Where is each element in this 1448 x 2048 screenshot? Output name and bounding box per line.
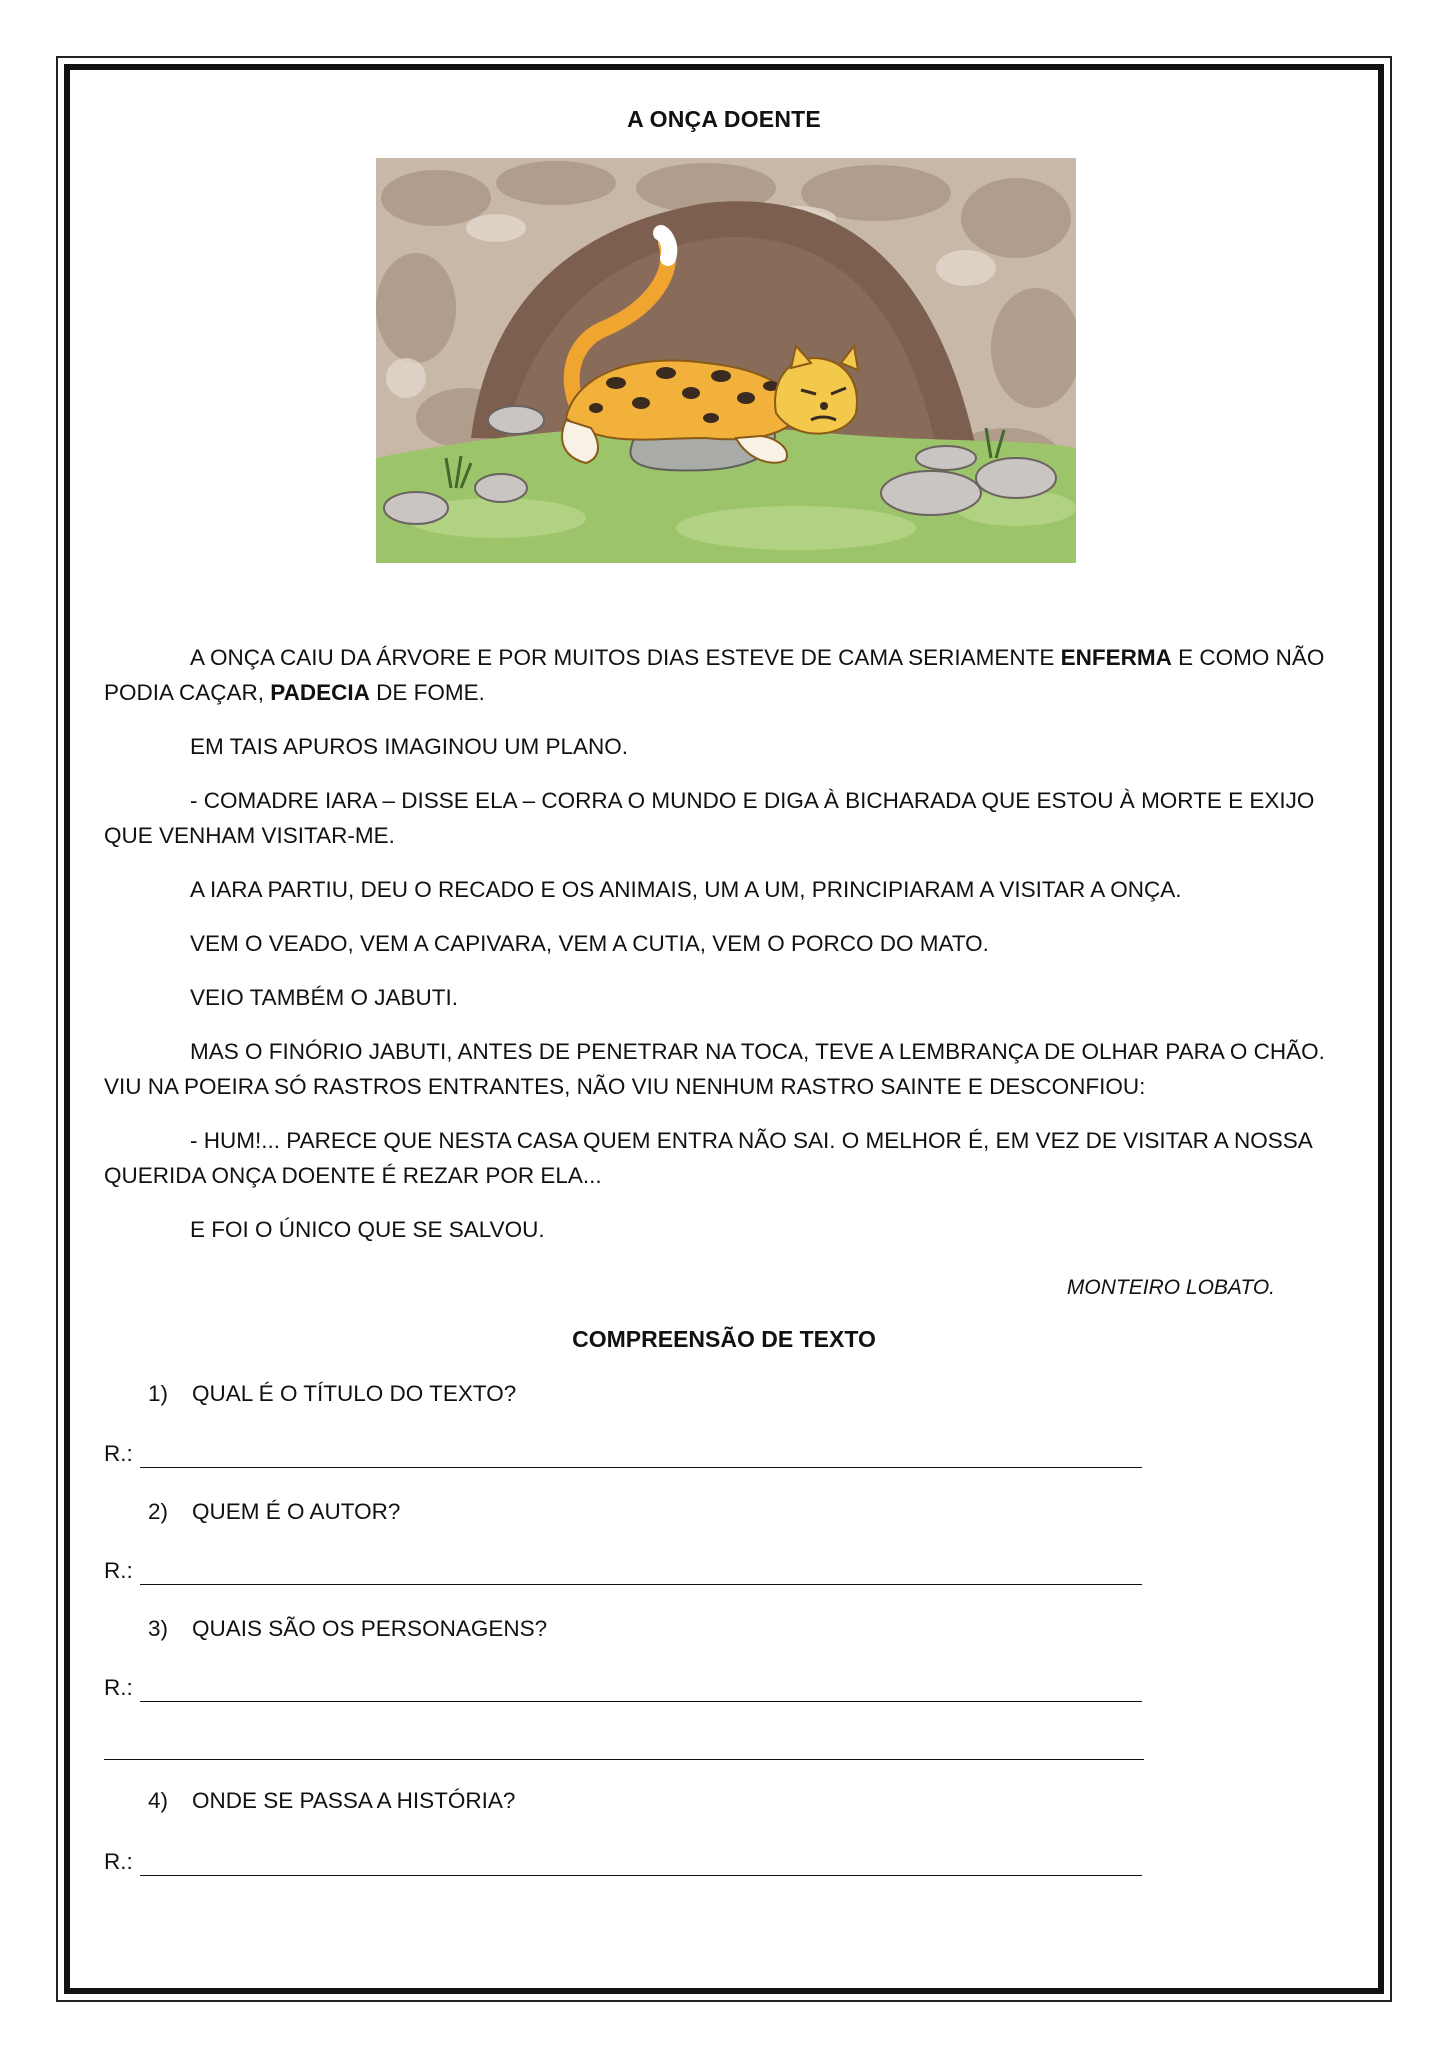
story-paragraph: - HUM!... PARECE QUE NESTA CASA QUEM ENTRA NÃO SAI. O MELHOR É, EM VEZ DE VISITAR A NOSSA QUERIDA ONÇA DOENTE É REZAR POR ELA... bbox=[104, 1128, 1312, 1188]
question-4 bbox=[148, 1788, 515, 1814]
question-3 bbox=[148, 1616, 547, 1642]
story-paragraph: A ONÇA CAIU DA ÁRVORE E POR MUITOS DIAS ESTEVE DE CAMA SERIAMENTE ENFERMA E COMO NÃO PODIA CAÇAR, PADECIA DE FOME. bbox=[104, 645, 1325, 705]
answer-3-extra-line[interactable] bbox=[104, 1759, 1144, 1760]
question-number: 1) bbox=[148, 1381, 169, 1406]
question-text: QUAL É O TÍTULO DO TEXTO? bbox=[192, 1381, 517, 1406]
story-text bbox=[104, 640, 1344, 1266]
bold-word-enferma: ENFERMA bbox=[1060, 645, 1172, 670]
author-credit: MONTEIRO LOBATO. bbox=[1066, 1276, 1275, 1299]
story-paragraph: - COMADRE IARA – DISSE ELA – CORRA O MUNDO E DIGA À BICHARADA QUE ESTOU À MORTE E EXIJO QUE VENHAM VISITAR-ME. bbox=[104, 788, 1315, 848]
answer-line[interactable] bbox=[140, 1584, 1142, 1585]
section-title: COMPREENSÃO DE TEXTO bbox=[572, 1326, 876, 1352]
story-paragraph: MAS O FINÓRIO JABUTI, ANTES DE PENETRAR NA TOCA, TEVE A LEMBRANÇA DE OLHAR PARA O CHÃO. VIU NA POEIRA SÓ RASTROS ENTRANTES, NÃO VIU NENHUM RASTRO SAINTE E DESCONFIOU: bbox=[104, 1039, 1325, 1099]
bold-word-padecia: PADECIA bbox=[270, 680, 370, 705]
question-text: ONDE SE PASSA A HISTÓRIA? bbox=[192, 1788, 516, 1813]
answer-label: R.: bbox=[104, 1558, 133, 1583]
answer-label: R.: bbox=[104, 1675, 133, 1700]
answer-label: R.: bbox=[104, 1849, 133, 1874]
sick-jaguar-illustration bbox=[376, 158, 1076, 563]
question-number: 2) bbox=[148, 1499, 169, 1524]
story-paragraph: VEM O VEADO, VEM A CAPIVARA, VEM A CUTIA, VEM O PORCO DO MATO. bbox=[190, 931, 989, 956]
answer-3[interactable] bbox=[104, 1675, 140, 1701]
answer-line[interactable] bbox=[140, 1467, 1142, 1468]
question-text: QUEM É O AUTOR? bbox=[192, 1499, 401, 1524]
story-paragraph: EM TAIS APUROS IMAGINOU UM PLANO. bbox=[190, 734, 628, 759]
story-paragraph: VEIO TAMBÉM O JABUTI. bbox=[190, 985, 458, 1010]
question-text: QUAIS SÃO OS PERSONAGENS? bbox=[192, 1616, 548, 1641]
story-paragraph: E FOI O ÚNICO QUE SE SALVOU. bbox=[190, 1217, 545, 1242]
answer-label: R.: bbox=[104, 1441, 133, 1466]
question-1 bbox=[148, 1381, 516, 1407]
answer-1[interactable] bbox=[104, 1441, 140, 1467]
story-paragraph: A IARA PARTIU, DEU O RECADO E OS ANIMAIS, UM A UM, PRINCIPIARAM A VISITAR A ONÇA. bbox=[190, 877, 1182, 902]
answer-line[interactable] bbox=[140, 1701, 1142, 1702]
answer-2[interactable] bbox=[104, 1558, 140, 1584]
answer-line[interactable] bbox=[140, 1875, 1142, 1876]
question-number: 4) bbox=[148, 1788, 169, 1813]
question-2 bbox=[148, 1499, 400, 1525]
answer-4[interactable] bbox=[104, 1849, 140, 1875]
question-number: 3) bbox=[148, 1616, 169, 1641]
story-title: A ONÇA DOENTE bbox=[627, 106, 821, 132]
